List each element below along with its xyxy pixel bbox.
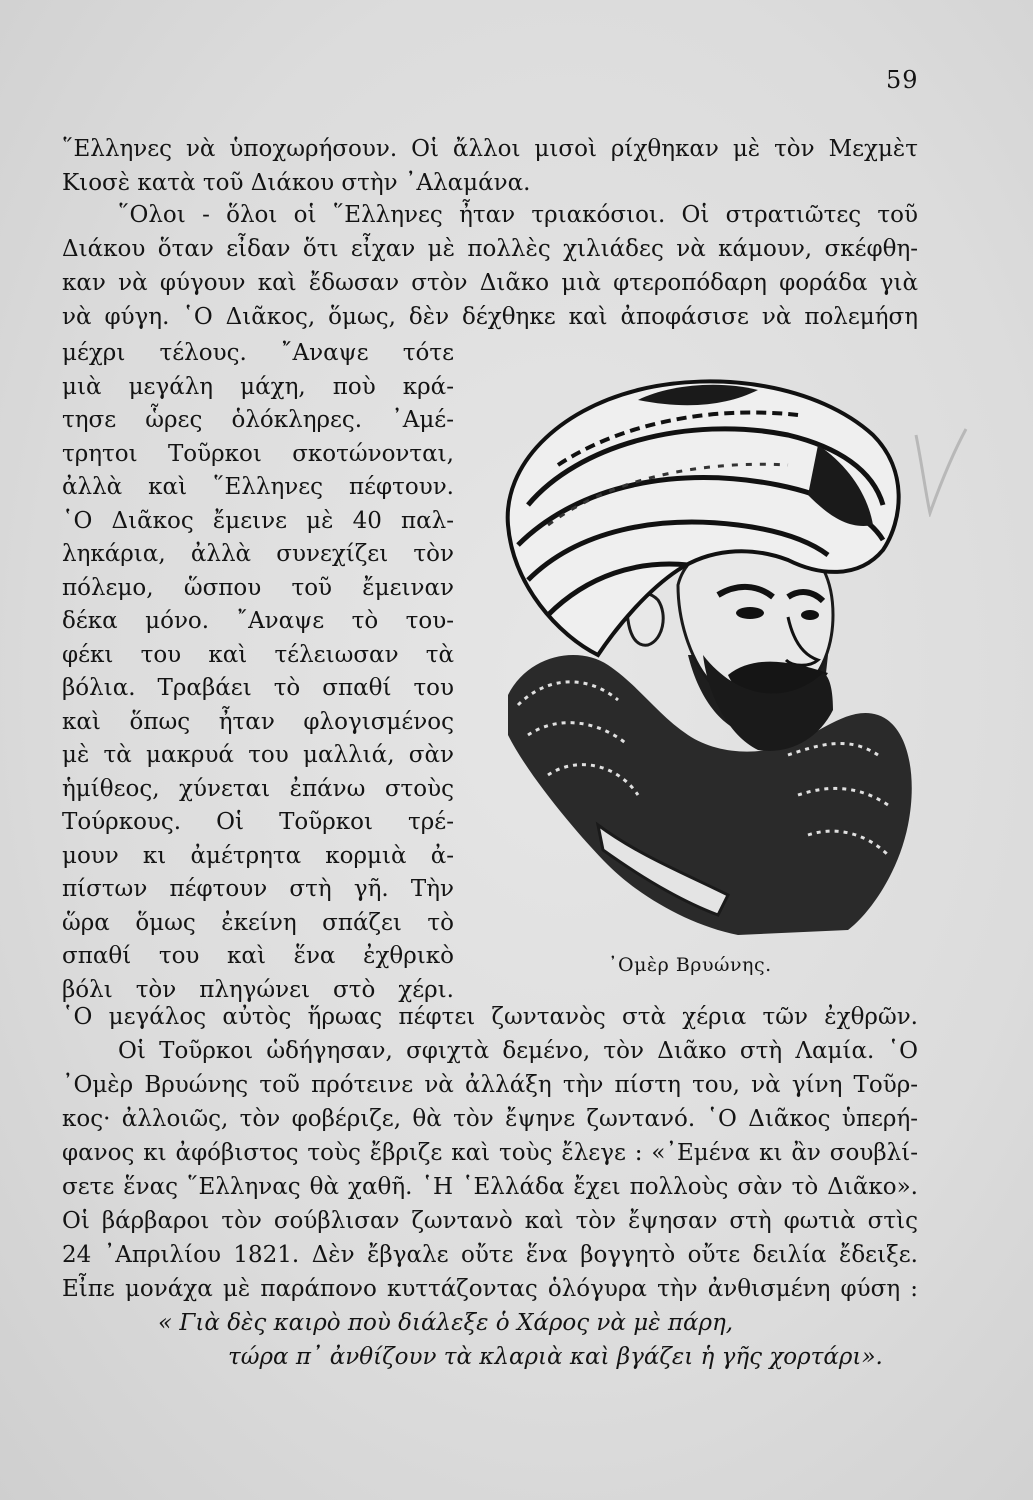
text-line: ληκάρια, ἀλλὰ συνεχίζει τὸν <box>62 541 454 567</box>
text-line: καὶ ὅπως ἦταν φλογισμένος <box>62 709 454 735</box>
text-line: ῾Ο μεγάλος αὐτὸς ἥρωας πέφτει ζωντανὸς στὰ χέρια τῶν ἐχθρῶν. <box>62 1004 918 1030</box>
text-line: δέκα μόνο. ῎Αναψε τὸ του- <box>62 608 454 634</box>
text-line: μέχρι τέλους. ῎Αναψε τότε <box>62 340 454 366</box>
text-line: 24 ᾿Απριλίου 1821. Δὲν ἔβγαλε οὔτε ἕνα βογγητὸ οὔτε δειλία ἔδειξε. <box>62 1242 918 1268</box>
text-line: σπαθί του καὶ ἕνα ἐχθρικὸ <box>62 943 454 969</box>
text-line: ὥρα ὅμως ἐκείνη σπάζει τὸ <box>62 910 454 936</box>
text-line: σετε ἕνας ῞Ελληνας θὰ χαθῆ. ῾Η ῾Ελλάδα ἔχει πολλοὺς σὰν τὸ Διᾶκο». <box>62 1174 918 1200</box>
text-line: βόλια. Τραβάει τὸ σπαθί του <box>62 675 454 701</box>
text-line: καν νὰ φύγουν καὶ ἔδωσαν στὸν Διᾶκο μιὰ φτεροπόδαρη φοράδα γιὰ <box>62 270 918 296</box>
text-line: πίστων πέφτουν στὴ γῆ. Τὴν <box>62 876 454 902</box>
verse-line: « Γιὰ δὲς καιρὸ ποὺ διάλεξε ὁ Χάρος νὰ μὲ πάρη, <box>158 1310 734 1336</box>
text-line: ᾿Ομὲρ Βρυώνης τοῦ πρότεινε νὰ ἀλλάξη τὴν πίστη του, νὰ γίνη Τοῦρ- <box>62 1072 918 1098</box>
text-line: Διάκου ὅταν εἶδαν ὅτι εἶχαν μὲ πολλὲς χιλιάδες νὰ κάμουν, σκέφθη- <box>62 236 918 262</box>
text-line: βόλι τὸν πληγώνει στὸ χέρι. <box>62 977 454 1003</box>
text-line: ἡμίθεος, χύνεται ἐπάνω στοὺς <box>62 776 454 802</box>
text-line: νὰ φύγη. ῾Ο Διᾶκος, ὅμως, δὲν δέχθηκε καὶ ἀποφάσισε νὰ πολεμήση <box>62 304 918 330</box>
text-line: φανος κι ἀφόβιστος τοὺς ἔβριζε καὶ τοὺς ἔλεγε : «᾿Εμένα κι ἂν σουβλί- <box>62 1140 918 1166</box>
text-line: πόλεμο, ὥσπου τοῦ ἔμειναν <box>62 575 454 601</box>
portrait-caption: ᾿Ομὲρ Βρυώνης. <box>608 954 772 976</box>
text-line: τρητοι Τοῦρκοι σκοτώνονται, <box>62 441 454 467</box>
text-line: τησε ὧρες ὁλόκληρες. ᾿Αμέ- <box>62 407 454 433</box>
text-line: Κιοσὲ κατὰ τοῦ Διάκου στὴν ᾿Αλαμάνα. <box>62 170 531 196</box>
page-number: 59 <box>886 66 919 94</box>
text-line: ῞Ολοι - ὅλοι οἱ ῞Ελληνες ἦταν τριακόσιοι. Οἱ στρατιῶτες τοῦ <box>118 202 918 228</box>
pencil-check-mark <box>912 425 970 517</box>
text-line: Τούρκους. Οἱ Τοῦρκοι τρέ- <box>62 809 454 835</box>
text-line: ἀλλὰ καὶ ῞Ελληνες πέφτουν. <box>62 474 454 500</box>
text-line: Οἱ βάρβαροι τὸν σούβλισαν ζωντανὸ καὶ τὸν ἔψησαν στὴ φωτιὰ στὶς <box>62 1208 918 1234</box>
text-line: Οἱ Τοῦρκοι ὡδήγησαν, σφιχτὰ δεμένο, τὸν Διᾶκο στὴ Λαμία. ῾Ο <box>118 1038 918 1064</box>
text-line: κος· ἀλλοιῶς, τὸν φοβέριζε, θὰ τὸν ἔψηνε ζωντανό. ῾Ο Διᾶκος ὑπερή- <box>62 1106 918 1132</box>
text-line: φέκι του καὶ τέλειωσαν τὰ <box>62 642 454 668</box>
text-line: μὲ τὰ μακρυά του μαλλιά, σὰν <box>62 742 454 768</box>
verse-line: τώρα π᾿ ἀνθίζουν τὰ κλαριὰ καὶ βγάζει ἡ γῆς χορτάρι». <box>228 1344 883 1370</box>
text-line: Εἶπε μονάχα μὲ παράπονο κυττάζοντας ὁλόγυρα τὴν ἀνθισμένη φύση : <box>62 1276 918 1302</box>
text-line: μουν κι ἀμέτρητα κορμιὰ ἀ- <box>62 843 454 869</box>
text-line: μιὰ μεγάλη μάχη, ποὺ κρά- <box>62 374 454 400</box>
portrait-illustration <box>488 355 928 940</box>
text-line: ῞Ελληνες νὰ ὑποχωρήσουν. Οἱ ἄλλοι μισοὶ ρίχθηκαν μὲ τὸν Μεχμὲτ <box>62 136 918 162</box>
text-line: ῾Ο Διᾶκος ἔμεινε μὲ 40 παλ- <box>62 508 454 534</box>
